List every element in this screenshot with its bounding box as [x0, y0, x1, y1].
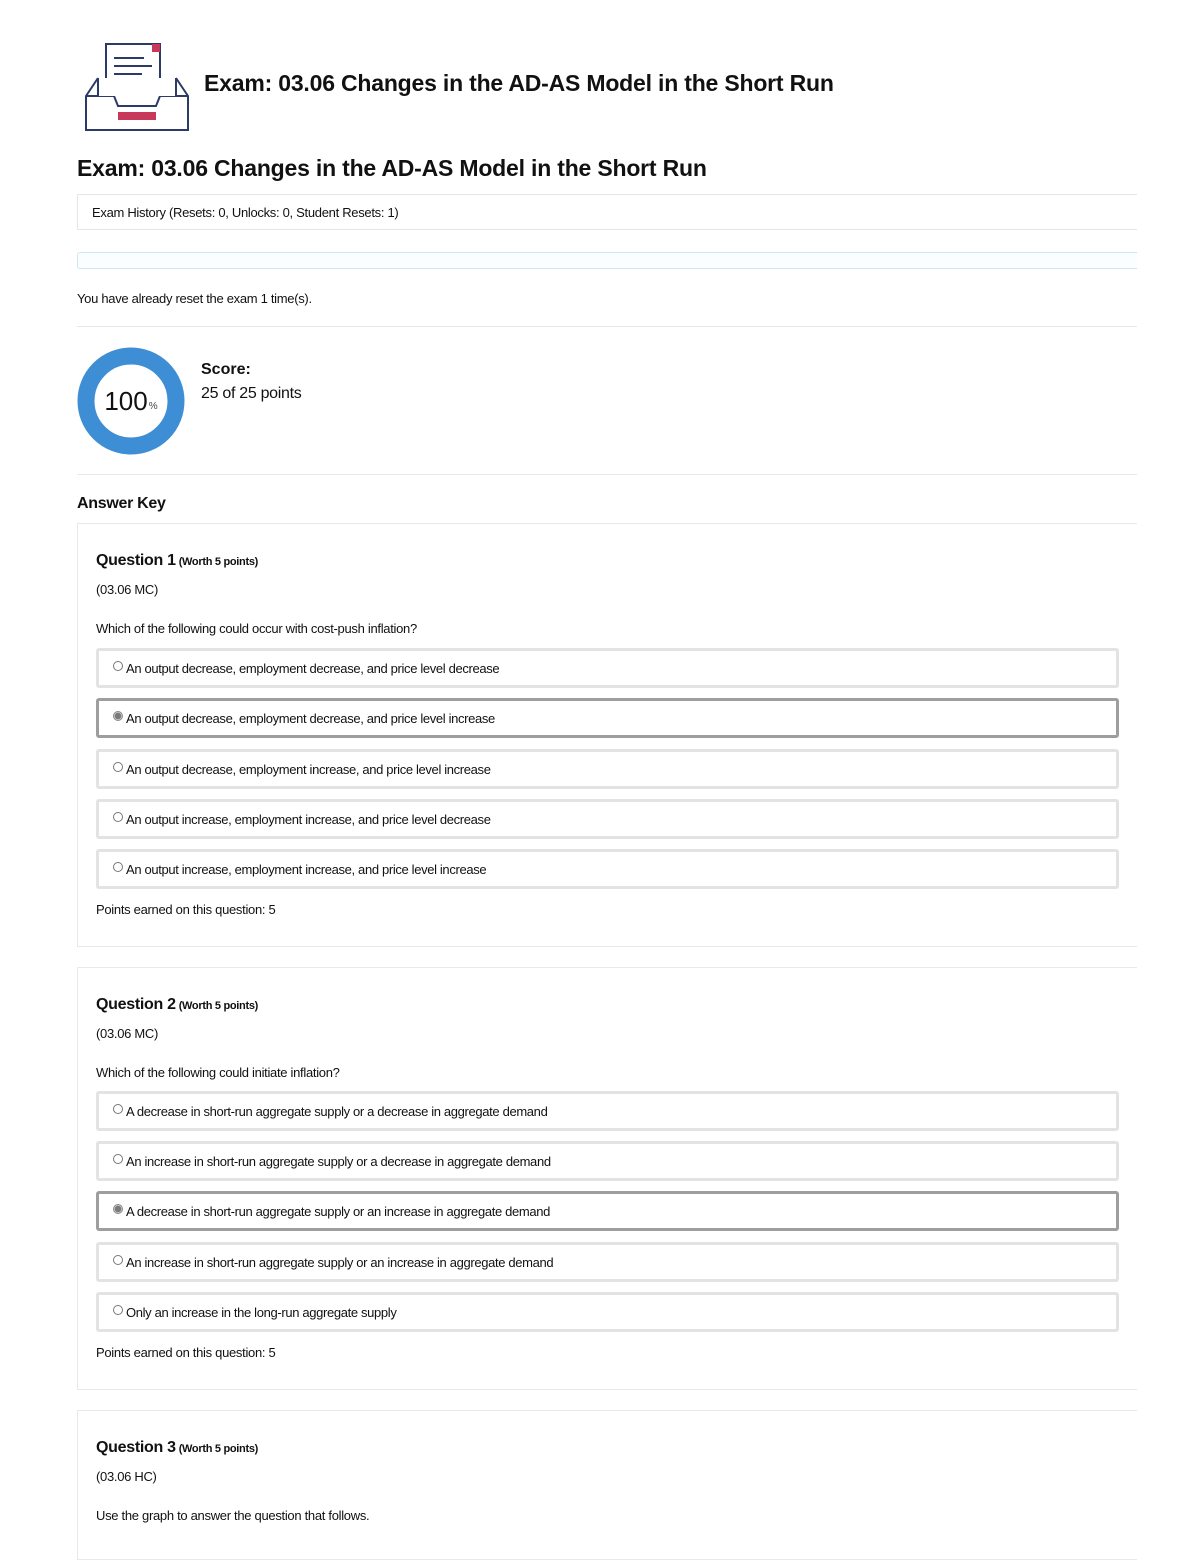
question-title: [96, 996, 258, 1014]
radio-button[interactable]: [113, 1154, 123, 1164]
question-title: [96, 552, 258, 570]
answer-option-label: A decrease in short-run aggregate supply or an increase in aggregate demand: [126, 1203, 550, 1219]
radio-button[interactable]: [113, 812, 123, 822]
question-card-3: [77, 1410, 1137, 1560]
radio-button[interactable]: [113, 862, 123, 872]
answer-option[interactable]: [96, 1292, 1119, 1332]
header-title: Exam: 03.06 Changes in the AD-AS Model in the Short Run: [204, 69, 834, 96]
exam-history-label: Exam History (Resets: 0, Unlocks: 0, Student Resets: 1): [92, 204, 399, 220]
answer-option-label: An output decrease, employment increase, and price level increase: [126, 761, 491, 777]
answer-option[interactable]: [96, 1091, 1119, 1131]
exam-history-toggle[interactable]: [77, 194, 1137, 230]
question-code: (03.06 MC): [96, 582, 159, 597]
question-text: Use the graph to answer the question that follows.: [96, 1508, 370, 1523]
question-worth: (Worth 5 points): [178, 556, 259, 568]
answer-option[interactable]: [96, 849, 1119, 889]
question-title: [96, 1439, 258, 1457]
answer-option[interactable]: [96, 1141, 1119, 1181]
question-card-2: [77, 967, 1137, 1390]
answer-option[interactable]: [96, 749, 1119, 789]
score-points: 25 of 25 points: [201, 385, 302, 402]
radio-button[interactable]: [113, 1104, 123, 1114]
radio-button[interactable]: [113, 762, 123, 772]
answer-option-label: An increase in short-run aggregate supply or an increase in aggregate demand: [126, 1254, 554, 1270]
question-number: Question 3: [96, 1439, 176, 1456]
question-text: Which of the following could initiate inflation?: [96, 1065, 340, 1080]
question-number: Question 2: [96, 996, 176, 1013]
info-bar: [77, 252, 1137, 269]
radio-button-checked[interactable]: [113, 711, 123, 721]
question-number: Question 1: [96, 552, 176, 569]
answer-option-selected[interactable]: [96, 698, 1119, 738]
answer-option-label: An output increase, employment increase, and price level decrease: [126, 811, 491, 827]
question-text: Which of the following could occur with cost-push inflation?: [96, 621, 417, 636]
answer-option[interactable]: [96, 648, 1119, 688]
score-percent-sign: %: [148, 400, 158, 412]
divider: [77, 326, 1137, 327]
answer-option-label: An output increase, employment increase, and price level increase: [126, 861, 487, 877]
radio-button[interactable]: [113, 661, 123, 671]
answer-key-heading: Answer Key: [77, 495, 166, 512]
radio-button[interactable]: [113, 1305, 123, 1315]
answer-option-label: An output decrease, employment decrease, and price level increase: [126, 710, 495, 726]
exam-header: [84, 40, 1084, 134]
score-percent-value: 100: [104, 385, 148, 416]
question-card-1: [77, 523, 1137, 947]
question-code: (03.06 MC): [96, 1026, 159, 1041]
divider: [77, 474, 1137, 475]
answer-option-selected[interactable]: [96, 1191, 1119, 1231]
score-label: Score:: [201, 361, 251, 378]
points-earned: Points earned on this question: 5: [96, 1345, 276, 1360]
radio-button[interactable]: [113, 1255, 123, 1265]
points-earned: Points earned on this question: 5: [96, 902, 276, 917]
question-worth: (Worth 5 points): [178, 1443, 259, 1455]
question-code: (03.06 HC): [96, 1469, 157, 1484]
question-worth: (Worth 5 points): [178, 1000, 259, 1012]
answer-option[interactable]: [96, 1242, 1119, 1282]
answer-option-label: A decrease in short-run aggregate supply or a decrease in aggregate demand: [126, 1103, 548, 1119]
answer-option-label: An output decrease, employment decrease, and price level decrease: [126, 660, 500, 676]
answer-option-label: An increase in short-run aggregate supply or a decrease in aggregate demand: [126, 1153, 551, 1169]
exam-inbox-icon: [84, 40, 190, 134]
answer-option-label: Only an increase in the long-run aggregate supply: [126, 1304, 397, 1320]
score-percent: [77, 347, 185, 455]
reset-note: You have already reset the exam 1 time(s).: [77, 291, 312, 306]
page-title: Exam: 03.06 Changes in the AD-AS Model in the Short Run: [77, 155, 707, 181]
answer-option[interactable]: [96, 799, 1119, 839]
radio-button-checked[interactable]: [113, 1204, 123, 1214]
